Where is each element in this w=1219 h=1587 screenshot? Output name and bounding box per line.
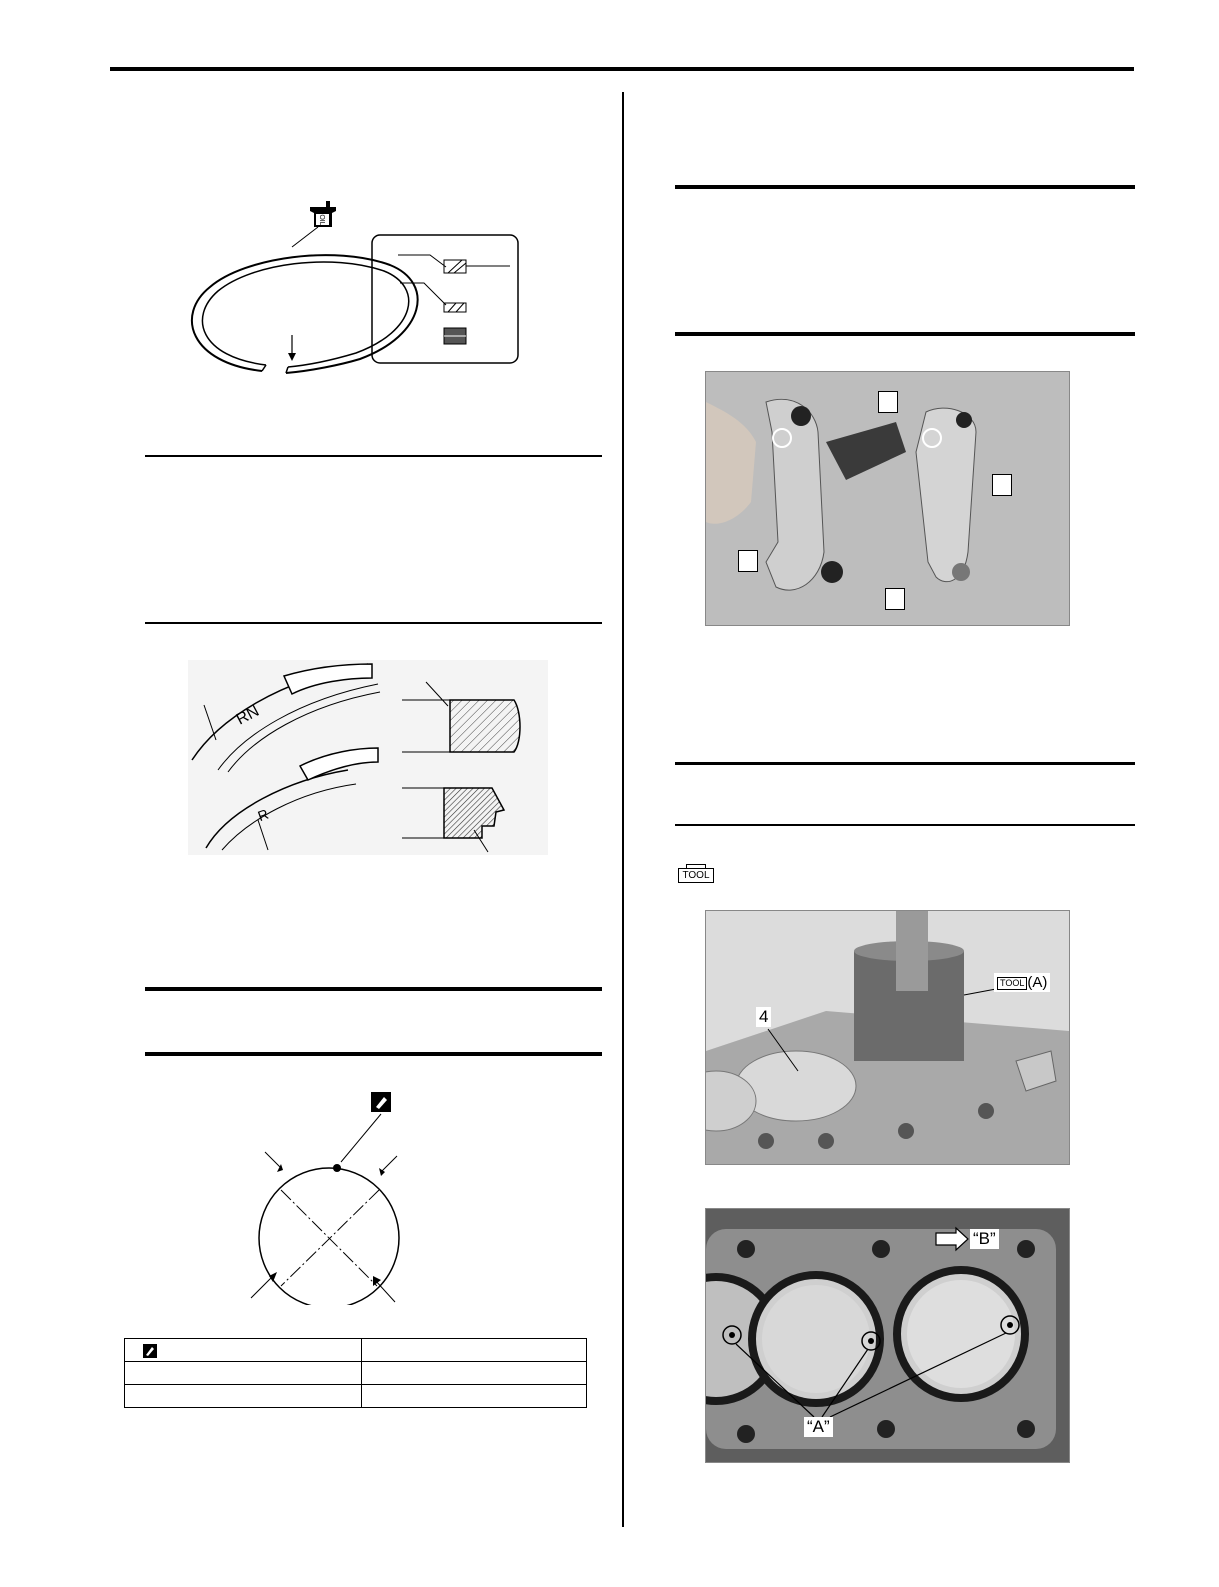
callout-box (885, 588, 905, 610)
callout-number: 4 (756, 1007, 771, 1027)
svg-text:OIL: OIL (318, 214, 325, 226)
note-pen-icon (341, 1092, 391, 1162)
section-rule-5 (675, 185, 1135, 189)
table-header-row (125, 1339, 587, 1362)
section-rule-6 (675, 332, 1135, 336)
ring-marking-figure (188, 660, 548, 855)
ring-section-2 (400, 283, 466, 312)
section-rule-2 (145, 622, 602, 624)
header-rule (110, 67, 1134, 71)
table-row (125, 1362, 587, 1385)
ring-gap-table (124, 1338, 587, 1408)
label-b: “B” (970, 1229, 999, 1249)
section-rule-1 (145, 455, 602, 457)
ring-section-1 (398, 255, 510, 273)
callout-box (992, 474, 1012, 496)
piston-ring-figure (180, 195, 530, 385)
ring-section-3 (444, 328, 466, 344)
svg-text:RN: RN (233, 702, 263, 729)
tool-icon: TOOL (997, 977, 1027, 990)
tool-label: TOOL (A) (994, 973, 1050, 992)
callout-box (738, 550, 758, 572)
section-rule-3 (145, 987, 602, 991)
note-pen-icon (143, 1344, 157, 1358)
tool-icon: TOOL (678, 864, 714, 882)
column-divider (622, 92, 624, 1527)
oil-can-icon (292, 201, 336, 247)
section-rule-7 (675, 762, 1135, 765)
svg-text:R: R (255, 805, 271, 825)
label-a: “A” (804, 1417, 833, 1437)
connecting-rod-photo (705, 371, 1070, 626)
piston-install-photo (705, 910, 1070, 1165)
section-rule-4 (145, 1052, 602, 1056)
callout-box (878, 391, 898, 413)
ring-gap-figure (245, 1090, 425, 1305)
cylinder-block-photo (705, 1208, 1070, 1463)
section-rule-8 (675, 824, 1135, 826)
table-row (125, 1385, 587, 1408)
